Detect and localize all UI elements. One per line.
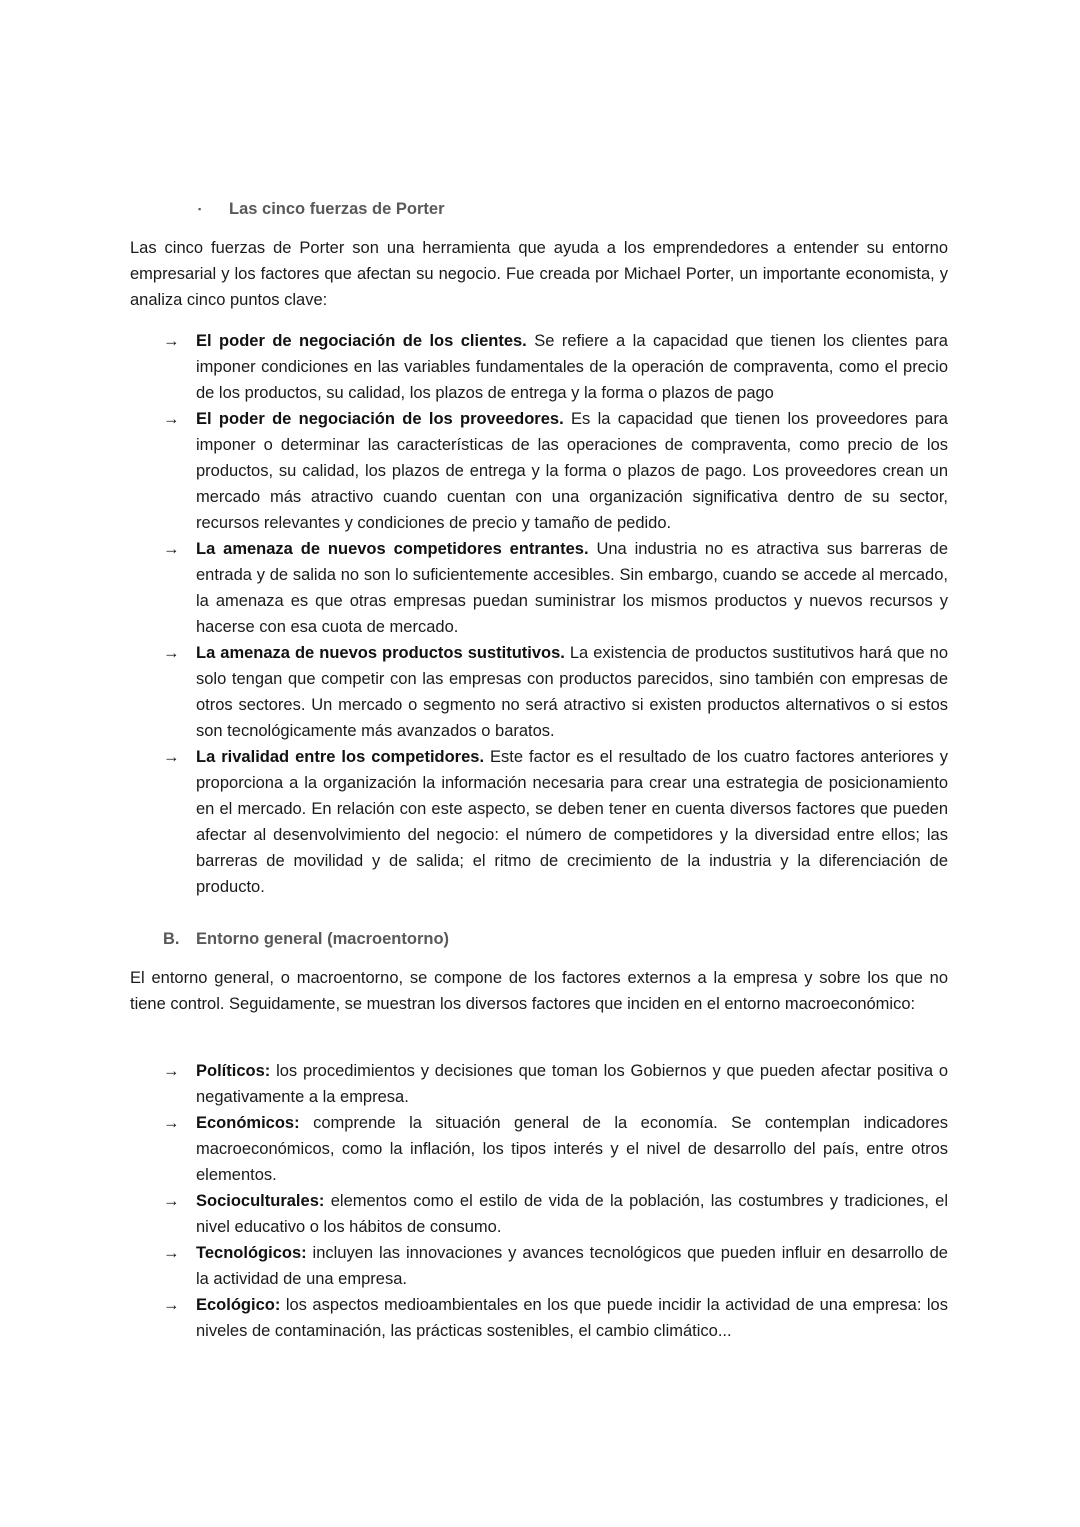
arrow-icon: →: [163, 644, 180, 662]
arrow-icon: →: [163, 410, 180, 428]
list-item: → El poder de negociación de los clientes. Se refiere a la capacidad que tienen los clientes para imponer condiciones en las variables fundamentales de la operación de compraventa, como el precio de los productos, su calidad, los plazos de entrega y la forma o plazos de pago: [130, 328, 948, 406]
list-item: → Tecnológicos: incluyen las innovaciones y avances tecnológicos que pueden influir en desarrollo de la actividad de una empresa.: [130, 1240, 948, 1292]
arrow-icon: →: [163, 1296, 180, 1314]
list-item: → Económicos: comprende la situación general de la economía. Se contemplan indicadores macroeconómicos, como la inflación, los tipos interés y el nivel de desarrollo del país, entre otros elementos.: [130, 1110, 948, 1188]
list-item: → La amenaza de nuevos productos sustitutivos. La existencia de productos sustitutivos hará que no solo tengan que competir con las empresas con productos parecidos, sino también con empresas de otros sectores. Un mercado o segmento no será atractivo si existen productos alternativos o si estos son tecnológicamente más avanzados o baratos.: [130, 640, 948, 744]
porter-forces-list: [130, 328, 948, 900]
arrow-icon: →: [163, 1192, 180, 1210]
macro-factors-list: [130, 1058, 948, 1344]
arrow-icon: →: [163, 1244, 180, 1262]
list-item: → Ecológico: los aspectos medioambientales en los que puede incidir la actividad de una empresa: los niveles de contaminación, las prácticas sostenibles, el cambio climático...: [130, 1292, 948, 1344]
arrow-icon: →: [163, 1062, 180, 1080]
macroentorno-intro: El entorno general, o macroentorno, se compone de los factores externos a la empresa y sobre los que no tiene control. Seguidamente, se muestran los diversos factores que inciden en el entorno macroeconómico:: [130, 969, 948, 1013]
arrow-icon: →: [163, 540, 180, 558]
arrow-icon: →: [163, 748, 180, 766]
square-bullet-icon: ▪: [198, 204, 202, 214]
porter-intro: Las cinco fuerzas de Porter son una herramienta que ayuda a los emprendedores a entender su entorno empresarial y los factores que afectan su negocio. Fue creada por Michael Porter, un importante economista, y analiza cinco puntos clave:: [130, 239, 948, 309]
list-item: → El poder de negociación de los proveedores. Es la capacidad que tienen los proveedores para imponer o determinar las características de las operaciones de compraventa, como precio de los productos, su calidad, los plazos de entrega y la forma o plazos de pago. Los proveedores crean un mercado más atractivo cuando cuentan con una organización significativa dentro de su sector, recursos relevantes y condiciones de precio y tamaño de pedido.: [130, 406, 948, 536]
list-item: → Políticos: los procedimientos y decisiones que toman los Gobiernos y que pueden afectar positiva o negativamente a la empresa.: [130, 1058, 948, 1110]
arrow-icon: →: [163, 1114, 180, 1132]
arrow-icon: →: [163, 332, 180, 350]
list-item: → Socioculturales: elementos como el estilo de vida de la población, las costumbres y tradiciones, el nivel educativo o los hábitos de consumo.: [130, 1188, 948, 1240]
list-item: → La amenaza de nuevos competidores entrantes. Una industria no es atractiva sus barreras de entrada y de salida no son lo suficientemente accesibles. Sin embargo, cuando se accede al mercado, la amenaza es que otras empresas puedan suministrar los mismos productos y nuevos recursos y hacerse con esa cuota de mercado.: [130, 536, 948, 640]
list-item: → La rivalidad entre los competidores. Este factor es el resultado de los cuatro factores anteriores y proporciona a la organización la información necesaria para crear una estrategia de posicionamiento en el mercado. En relación con este aspecto, se deben tener en cuenta diversos factores que pueden afectar al desenvolvimiento del negocio: el número de competidores y la diversidad entre ellos; las barreras de movilidad y de salida; el ritmo de crecimiento de la industria y la diferenciación de producto.: [130, 744, 948, 900]
section-heading-macroentorno: B. Entorno general (macroentorno): [163, 930, 450, 948]
